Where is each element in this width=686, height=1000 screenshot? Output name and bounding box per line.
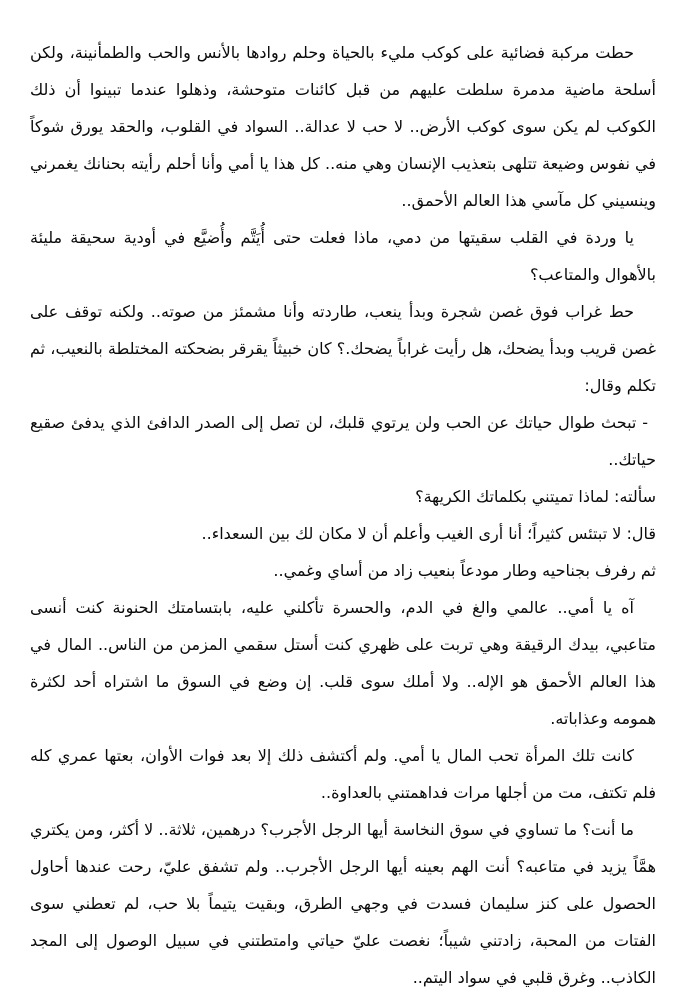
paragraph-spaceship: حطت مركبة فضائية على كوكب مليء بالحياة وحلم روادها بالأنس والحب والطمأنينة، ولكن أسلحة ماضية مدمرة سلطت عليهم من قبل كائنات متوحشة، وذهلوا عندما تبينوا أن ذلك الكوكب لم يكن سوى كوكب الأرض.. لا حب لا عدالة.. السواد في القلوب، والحقد يورق شوكاً في نفوس وضيعة تتلهى بتعذيب الإنسان وهي منه.. كل هذا يا أمي وأنا أحلم رأيته بحنانك يغمرني وينسيني كل مآسي هذا العالم الأحمق.. xyxy=(30,43,656,210)
paragraph-crow-reply: قال: لا تبتئس كثيراً؛ أنا أرى الغيب وأعلم أن لا مكان لك بين السعداء.. xyxy=(201,524,656,543)
paragraph-crow-speech: - تبحث طوال حياتك عن الحب ولن يرتوي قلبك، لن تصل إلى الصدر الدافئ الذي يدفئ صقيع حياتك.. xyxy=(30,413,656,469)
paragraph-crow: حط غراب فوق غصن شجرة وبدأ ينعب، طاردته وأنا مشمئز من صوته.. ولكنه توقف على غصن قريب وبدأ يضحك، هل رأيت غراباً يضحك.؟ كان خبيثاً يقرقر بضحكته المختلطة بالنعيب، ثم تكلم وقال: xyxy=(30,302,656,395)
paragraph-crow-departs: ثم رفرف بجناحيه وطار مودعاً بنعيب زاد من أساي وغمي.. xyxy=(273,561,656,580)
paragraph-slave-market: ما أنت؟ ما تساوي في سوق النخاسة أيها الرجل الأجرب؟ درهمين، ثلاثة.. لا أكثر، ومن يكتري همَّاً يزيد في متاعبه؟ أنت الهم بعينه أيها الرجل الأجرب.. ولم تشفق عليّ، رحت عندها أحاول الحصول على كنز سليمان فسدت في وجهي الطرق، وبقيت يتيماً بلا حب، لم تعطني سوى الفتات من المحبة، زادتني شيباً؛ نغصت عليّ حياتي وامتطتني في سبيل الوصول إلى المجد الكاذب.. وغرق قلبي في سواد اليتم.. xyxy=(30,820,656,987)
paragraph-woman-money: كانت تلك المرأة تحب المال يا أمي. ولم أكتشف ذلك إلا بعد فوات الأوان، بعتها عمري كله فلم تكتف، مت من أجلها مرات فداهمتني بالعداوة.. xyxy=(30,746,656,802)
paragraph-rose: يا وردة في القلب سقيتها من دمي، ماذا فعلت حتى أُيَتَّم وأُضيَّع في أودية سحيقة مليئة بالأهوال والمتاعب؟ xyxy=(30,228,656,284)
paragraph-question: سألته: لماذا تميتني بكلماتك الكريهة؟ xyxy=(415,487,656,506)
paragraph-mother-lament: آه يا أمي.. عالمي والغ في الدم، والحسرة تأكلني عليه، بابتسامتك الحنونة كنت أنسى متاعبي، بيدك الرقيقة وهي تربت على ظهري كنت أستل سقمي المزمن من الناس.. المال في هذا العالم الأحمق هو الإله.. ولا أملك سوى قلب. إن وضع في السوق ما اشتراه أحد لكثرة همومه وعذاباته. xyxy=(30,598,656,728)
